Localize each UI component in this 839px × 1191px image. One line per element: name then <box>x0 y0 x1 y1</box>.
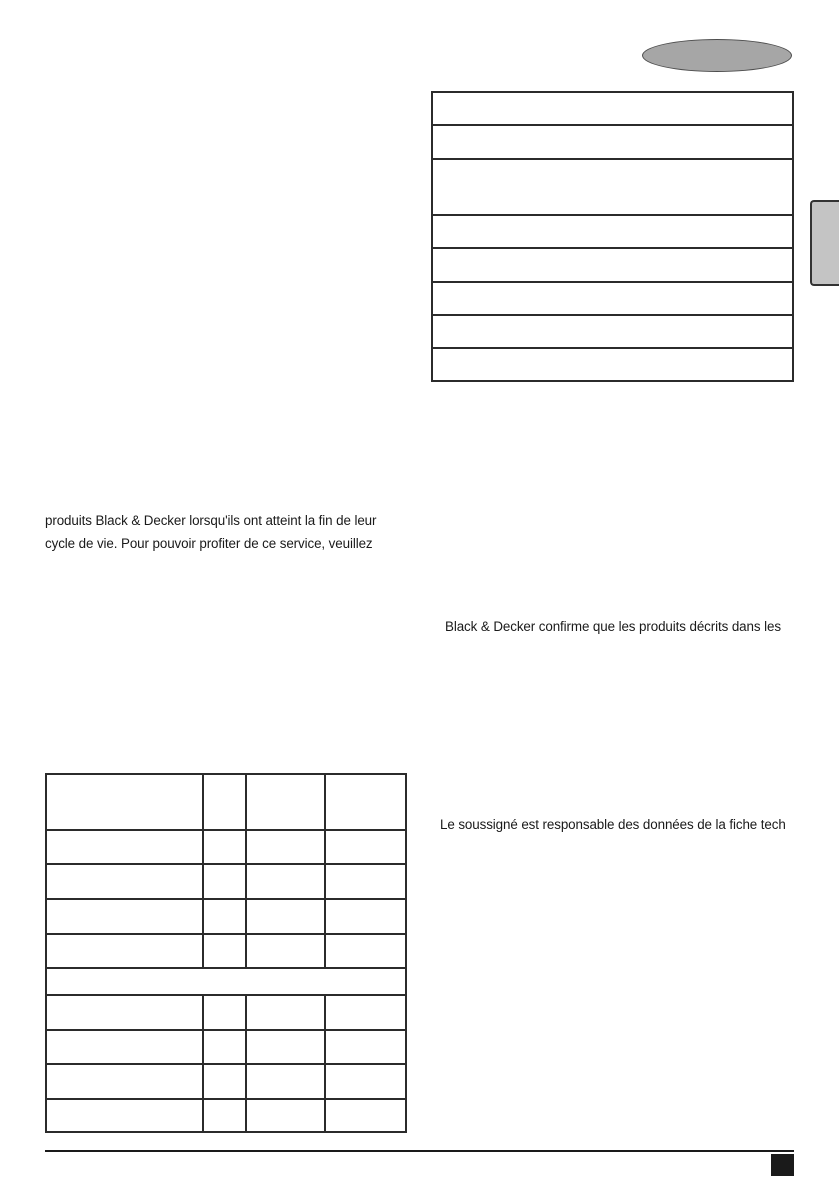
right-paragraph-line-2: Le soussigné est responsable des données de la fiche tech <box>440 817 786 832</box>
table-row <box>46 995 406 1030</box>
table-row <box>46 830 406 864</box>
table-row <box>432 315 793 348</box>
page-number-box <box>771 1154 794 1176</box>
table-row <box>46 899 406 934</box>
table-row <box>432 125 793 159</box>
footer-rule <box>45 1150 794 1152</box>
language-side-tab <box>810 200 839 286</box>
table-row <box>432 92 793 125</box>
technical-data-table <box>431 91 794 382</box>
table-row <box>46 1064 406 1099</box>
table-row <box>46 864 406 899</box>
language-badge <box>642 39 792 72</box>
table-row <box>432 248 793 282</box>
left-paragraph-line-1: produits Black & Decker lorsqu'ils ont atteint la fin de leur <box>45 513 377 528</box>
left-paragraph-line-2: cycle de vie. Pour pouvoir profiter de ce service, veuillez <box>45 536 373 551</box>
table-row <box>432 282 793 315</box>
table-row <box>432 215 793 248</box>
table-row <box>46 934 406 968</box>
table-header-row <box>46 774 406 830</box>
table-section-row <box>46 968 406 995</box>
right-paragraph-line-1: Black & Decker confirme que les produits décrits dans les <box>445 619 781 634</box>
table-row <box>46 1030 406 1064</box>
table-row <box>432 348 793 381</box>
table-row <box>46 1099 406 1132</box>
table-row <box>432 159 793 215</box>
noise-vibration-table <box>45 773 407 1133</box>
